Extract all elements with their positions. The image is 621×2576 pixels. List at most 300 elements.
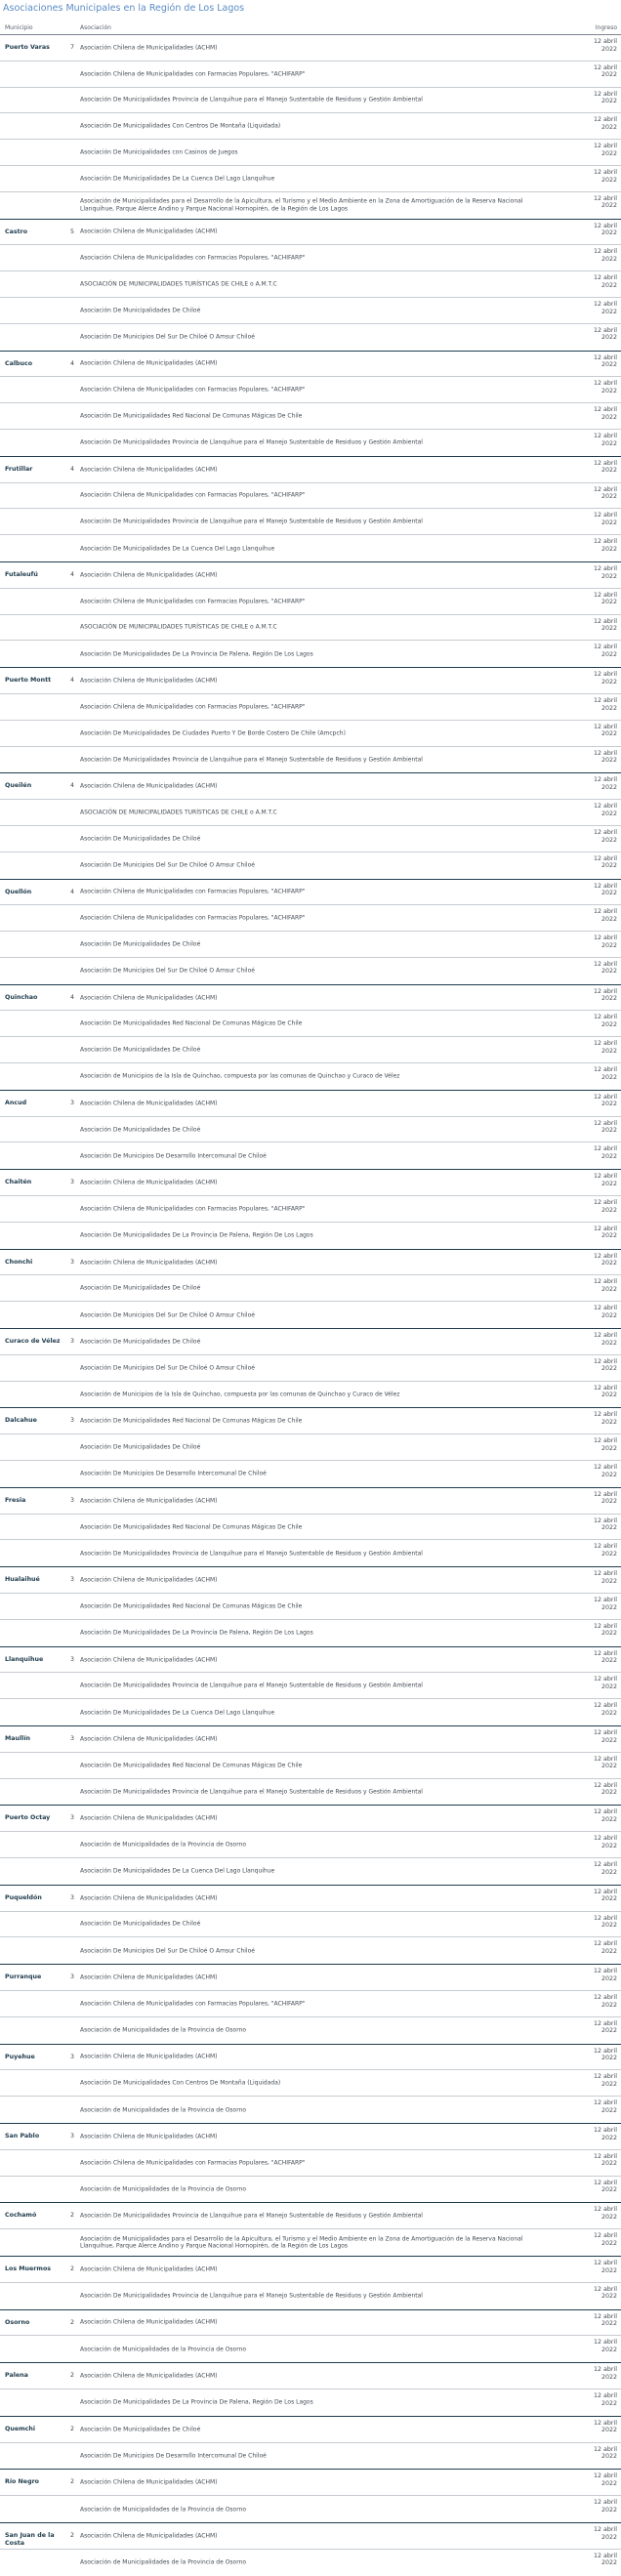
ingreso-date [559,1702,617,1717]
table-row [0,1991,621,2017]
ingreso-year: 2022 [600,890,617,897]
table-row [0,1779,621,1806]
ingreso-year: 2022 [600,2399,617,2407]
association-name: Asociación Chilena de Municipalidades (ACHM) [80,1179,218,1186]
ingreso-year: 2022 [600,361,617,369]
ingreso-year: 2022 [600,810,617,817]
municipio-name: Llanquihue [5,1655,44,1663]
municipio-group [0,351,621,456]
table-row [0,1355,621,1382]
association-name: Asociación De Municipios Del Sur De Chiloé O Amsur Chiloé [80,1947,255,1955]
municipio-name: Fresia [5,1496,26,1504]
association-name: Asociación De Municipalidades Provincia de Llanquihue para el Manejo Sustentable de Residuos y Gestión Ambiental [80,2292,423,2300]
ingreso-date [559,776,617,791]
ingreso-day-month: 12 abril [594,274,617,282]
association-count: 3 [70,1814,75,1822]
association-name: Asociación De Municipalidades Provincia de Llanquihue para el Manejo Sustentable de Residuos y Gestión Ambiental [80,2212,423,2220]
ingreso-date [559,2020,617,2035]
association-name: Asociación Chilena de Municipalidades con Farmacias Populares, "ACHIFARP" [80,888,306,895]
municipio-name: San Pablo [5,2132,40,2140]
ingreso-day-month: 12 abril [594,1808,617,1816]
ingreso-day-month: 12 abril [594,696,617,704]
table-row [0,1223,621,1249]
association-count: 3 [70,2132,75,2140]
ingreso-year: 2022 [600,625,617,633]
table-row [0,1515,621,1541]
ingreso-year: 2022 [600,1709,617,1717]
table-row [0,352,621,378]
ingreso-year: 2022 [600,1153,617,1161]
association-name: Asociación de Municipalidades de la Provincia de Osorno [80,2558,247,2566]
association-count: 3 [70,1179,75,1186]
ingreso-date [559,671,617,686]
ingreso-date [559,1173,617,1187]
municipio-group [0,1964,621,2043]
ingreso-day-month: 12 abril [594,2391,617,2399]
municipio-group [0,2044,621,2123]
association-name: Asociación Chilena de Municipalidades (ACHM) [80,2478,218,2486]
table-row [0,2070,621,2097]
ingreso-day-month: 12 abril [594,854,617,862]
ingreso-date [559,91,617,105]
ingreso-date [559,935,617,949]
table-row [0,958,621,984]
ingreso-date [559,724,617,738]
ingreso-day-month: 12 abril [594,644,617,651]
ingreso-day-month: 12 abril [594,2445,617,2453]
table-row [0,535,621,561]
association-name: Asociación De Municipalidades De Chiloé [80,1338,201,1346]
association-name: ASOCIACIÓN DE MUNICIPALIDADES TURÍSTICAS DE CHILE o A.M.T.C [80,809,277,816]
table-row [0,1037,621,1063]
association-name: Asociación De Municipios Del Sur De Chiloé O Amsur Chiloé [80,333,255,341]
association-count: 3 [70,1258,75,1266]
association-name: Asociación De Municipalidades Provincia de Llanquihue para el Manejo Sustentable de Residuos y Gestión Ambiental [80,1550,423,1558]
ingreso-date [559,1385,617,1399]
ingreso-date [559,1597,617,1611]
table-row [0,1011,621,1037]
association-name: Asociación Chilena de Municipalidades (ACHM) [80,2372,218,2380]
association-name: Asociación De Municipalidades De Chiloé [80,1443,201,1451]
ingreso-date [559,1968,617,1982]
ingreso-date [559,538,617,553]
ingreso-date [559,2339,617,2353]
municipio-group [0,561,621,667]
ingreso-year: 2022 [600,467,617,475]
municipio-group [0,2309,621,2363]
association-name: Asociación De Municipalidades Con Centros De Montaña (Liquidada) [80,122,281,130]
association-name: Asociación Chilena de Municipalidades (ACHM) [80,1576,218,1584]
ingreso-date [559,1650,617,1665]
ingreso-day-month: 12 abril [594,1040,617,1048]
table-row [0,1143,621,1169]
association-name: Asociación De Municipalidades Provincia de Llanquihue para el Manejo Sustentable de Residuos y Gestión Ambiental [80,756,423,764]
table-row [0,2203,621,2229]
ingreso-year: 2022 [600,1101,617,1108]
ingreso-year: 2022 [600,2106,617,2114]
municipio-group [0,2469,621,2522]
municipio-name: Quinchao [5,993,38,1001]
ingreso-year: 2022 [600,968,617,976]
table-row [0,1382,621,1408]
municipio-name: Calbuco [5,359,33,367]
ingreso-day-month: 12 abril [594,1993,617,2001]
ingreso-day-month: 12 abril [594,143,617,150]
association-name: Asociación Chilena de Municipalidades (ACHM) [80,2265,218,2273]
ingreso-date [559,829,617,844]
ingreso-day-month: 12 abril [594,1860,617,1868]
table-row [0,140,621,166]
association-name: Asociación De Municipalidades De Chiloé [80,1284,201,1292]
municipio-name: Chaitén [5,1179,32,1186]
ingreso-year: 2022 [600,1736,617,1744]
ingreso-date [559,1145,617,1160]
ingreso-date [559,1437,617,1452]
table-row [0,1091,621,1117]
table-row [0,166,621,192]
municipio-name: Puerto Montt [5,677,52,685]
association-name: Asociación De Municipios Del Sur De Chiloé O Amsur Chiloé [80,1363,255,1371]
municipio-group [0,2123,621,2202]
table-row [0,1196,621,1223]
association-name: Asociación de Municipalidades de la Provincia de Osorno [80,2505,247,2513]
ingreso-year: 2022 [600,2080,617,2088]
table-row [0,2443,621,2470]
association-name: Asociación Chilena de Municipalidades (ACHM) [80,465,218,473]
ingreso-year: 2022 [600,836,617,844]
municipio-name: Chonchi [5,1258,33,1266]
ingreso-day-month: 12 abril [594,1597,617,1604]
ingreso-date [559,2286,617,2301]
association-name: Asociación De Municipalidades De La Cuenca Del Lago Llanquihue [80,1708,275,1716]
ingreso-year: 2022 [600,862,617,870]
association-name: Asociación De Municipalidades Red Nacional De Comunas Mágicas De Chile [80,1417,303,1425]
ingreso-date [559,1305,617,1319]
association-name: Asociación De Municipalidades Provincia de Llanquihue para el Manejo Sustentable de Residuos y Gestión Ambiental [80,438,423,446]
table-row [0,2124,621,2150]
ingreso-year: 2022 [600,678,617,686]
ingreso-year: 2022 [600,1260,617,1267]
ingreso-date [559,2073,617,2088]
municipio-name: San Juan de la Costa [5,2531,55,2547]
ingreso-day-month: 12 abril [594,1517,617,1524]
ingreso-day-month: 12 abril [594,987,617,995]
table-row [0,271,621,298]
ingreso-date [559,908,617,923]
table-row [0,932,621,958]
table-row [0,113,621,140]
ingreso-year: 2022 [600,1392,617,1399]
association-count: 3 [70,1099,75,1106]
ingreso-day-month: 12 abril [594,1066,617,1074]
ingreso-year: 2022 [600,1868,617,1876]
ingreso-year: 2022 [600,1365,617,1373]
association-name: Asociación Chilena de Municipalidades con Farmacias Populares, "ACHIFARP" [80,2158,306,2166]
ingreso-day-month: 12 abril [594,194,617,202]
association-name: Asociación De Municipalidades De Chiloé [80,940,201,948]
table-row [0,985,621,1012]
ingreso-year: 2022 [600,783,617,791]
table-row [0,721,621,747]
ingreso-day-month: 12 abril [594,2206,617,2214]
municipio-group [0,2256,621,2309]
ingreso-year: 2022 [600,1895,617,1903]
ingreso-year: 2022 [600,1127,617,1135]
association-name: Asociación Chilena de Municipalidades (ACHM) [80,2133,218,2140]
ingreso-day-month: 12 abril [594,2047,617,2055]
table-row [0,1726,621,1753]
ingreso-year: 2022 [600,1021,617,1029]
association-name: Asociación De Municipios De Desarrollo Intercomunal De Chiloé [80,2452,267,2460]
table-row [0,1832,621,1858]
ingreso-day-month: 12 abril [594,1729,617,1736]
ingreso-date [559,2446,617,2461]
association-name: Asociación de Municipalidades para el Desarrollo de la Apicultura, el Turismo y el Medio Ambiente en la Zona de Amortiguación de la Reserva Nacional Llanquihue, Parque Alerce Andino y Parque Nacional Hornopirén, de la Región de Los Lagos [80,2235,523,2250]
ingreso-day-month: 12 abril [594,2525,617,2533]
ingreso-year: 2022 [600,1180,617,1187]
ingreso-year: 2022 [600,98,617,105]
ingreso-year: 2022 [600,2506,617,2514]
association-count: 3 [70,1735,75,1742]
association-name: Asociación de Municipalidades de la Provincia de Osorno [80,2345,247,2352]
ingreso-day-month: 12 abril [594,2232,617,2240]
association-count: 4 [70,993,75,1001]
municipio-group [0,772,621,878]
municipio-name: Osorno [5,2318,30,2326]
ingreso-day-month: 12 abril [594,1755,617,1763]
ingreso-date [559,1623,617,1638]
ingreso-year: 2022 [600,1419,617,1427]
municipio-group [0,1646,621,1725]
table-row [0,1540,621,1566]
ingreso-date [559,2420,617,2434]
ingreso-date [559,883,617,897]
municipio-name: Cochamó [5,2212,37,2220]
ingreso-date [559,486,617,501]
ingreso-day-month: 12 abril [594,1914,617,1922]
association-name: Asociación Chilena de Municipalidades (ACHM) [80,1655,218,1663]
ingreso-day-month: 12 abril [594,326,617,334]
association-name: Asociación De Municipios De Desarrollo Intercomunal De Chiloé [80,1470,267,1477]
ingreso-date [559,565,617,580]
ingreso-day-month: 12 abril [594,300,617,308]
ingreso-year: 2022 [600,281,617,289]
association-name: Asociación De Municipalidades De La Provincia De Palena, Región De Los Lagos [80,2398,313,2406]
ingreso-day-month: 12 abril [594,1968,617,1975]
ingreso-year: 2022 [600,1047,617,1055]
table-row [0,2257,621,2283]
association-name: Asociación De Municipalidades De Chiloé [80,1920,201,1928]
table-row [0,88,621,114]
municipio-group [0,35,621,219]
table-row [0,483,621,510]
association-count: 3 [70,1417,75,1425]
ingreso-year: 2022 [600,2346,617,2353]
ingreso-year: 2022 [600,229,617,237]
ingreso-day-month: 12 abril [594,1384,617,1392]
association-name: Asociación de Municipios de la Isla de Quinchao, compuesta por las comunas de Quinchao y Curaco de Vélez [80,1391,400,1398]
municipio-group [0,456,621,561]
ingreso-day-month: 12 abril [594,1093,617,1101]
association-name: Asociación De Municipalidades De La Cuenca Del Lago Llanquihue [80,175,275,183]
table-row [0,1461,621,1487]
ingreso-date [559,2260,617,2274]
ingreso-date [559,1120,617,1135]
ingreso-date [559,2553,617,2567]
ingreso-year: 2022 [600,2373,617,2381]
table-row [0,430,621,456]
ingreso-date [559,1782,617,1797]
column-header-ingreso[interactable]: Ingreso [595,24,617,31]
association-name: Asociación Chilena de Municipalidades (ACHM) [80,228,218,235]
ingreso-year: 2022 [600,1286,617,1294]
association-name: Asociación Chilena de Municipalidades (ACHM) [80,677,218,685]
association-name: Asociación De Municipalidades Provincia de Llanquihue para el Manejo Sustentable de Residuos y Gestión Ambiental [80,518,423,525]
ingreso-day-month: 12 abril [594,1332,617,1340]
municipio-name: Frutillar [5,465,33,473]
table-row [0,800,621,826]
ingreso-date [559,274,617,289]
association-name: Asociación Chilena de Municipalidades con Farmacias Populares, "ACHIFARP" [80,491,306,499]
association-name: Asociación De Municipios Del Sur De Chiloé O Amsur Chiloé [80,967,255,975]
table-row [0,2363,621,2389]
table-row [0,1434,621,1461]
ingreso-year: 2022 [600,1444,617,1452]
ingreso-day-month: 12 abril [594,406,617,414]
ingreso-year: 2022 [600,2320,617,2328]
ingreso-date [559,406,617,421]
ingreso-day-month: 12 abril [594,1252,617,1260]
association-count: 3 [70,1338,75,1346]
association-name: Asociación De Municipalidades Provincia de Llanquihue para el Manejo Sustentable de Residuos y Gestión Ambiental [80,1788,423,1796]
column-header-asociacion[interactable]: Asociación [80,24,111,31]
ingreso-day-month: 12 abril [594,2019,617,2027]
ingreso-day-month: 12 abril [594,380,617,388]
ingreso-year: 2022 [600,519,617,526]
ingreso-day-month: 12 abril [594,1464,617,1472]
ingreso-year: 2022 [600,704,617,712]
association-count: 2 [70,2264,75,2272]
ingreso-date [559,2180,617,2194]
association-name: Asociación De Municipios De Desarrollo Intercomunal De Chiloé [80,1152,267,1160]
ingreso-date [559,1278,617,1293]
ingreso-date [559,2472,617,2487]
association-name: Asociación de Municipalidades de la Provincia de Osorno [80,2026,247,2034]
table-row [0,220,621,246]
municipio-name: Río Negro [5,2478,40,2486]
association-name: Asociación Chilena de Municipalidades (ACHM) [80,1893,218,1901]
table-row [0,457,621,483]
ingreso-year: 2022 [600,1311,617,1319]
association-count: 4 [70,888,75,895]
ingreso-date [559,592,617,606]
association-name: Asociación De Municipalidades De Chiloé [80,1125,201,1133]
association-count: 2 [70,2372,75,2380]
ingreso-date [559,1889,617,1903]
table-row [0,826,621,852]
ingreso-year: 2022 [600,71,617,79]
association-name: Asociación De Municipalidades con Casinos de Juegos [80,148,238,156]
ingreso-date [559,1014,617,1028]
ingreso-day-month: 12 abril [594,749,617,757]
table-row [0,509,621,535]
municipio-group [0,1328,621,1407]
ingreso-year: 2022 [600,149,617,157]
municipio-group [0,984,621,1090]
association-name: Asociación De Municipalidades De Chiloé [80,307,201,314]
table-row [0,1329,621,1355]
municipio-group [0,1487,621,1566]
ingreso-date [559,697,617,712]
ingreso-day-month: 12 abril [594,485,617,493]
ingreso-day-month: 12 abril [594,2126,617,2134]
municipio-group [0,1249,621,1328]
ingreso-year: 2022 [600,176,617,184]
page-title: Asociaciones Municipales en la Región de Los Lagos [3,3,245,14]
ingreso-year: 2022 [600,1842,617,1849]
table-row [0,324,621,351]
association-name: Asociación De Municipalidades Red Nacional De Comunas Mágicas De Chile [80,1761,303,1768]
association-name: Asociación De Municipalidades De La Cuenca Del Lago Llanquihue [80,544,275,552]
ingreso-day-month: 12 abril [594,90,617,98]
municipio-group [0,219,621,351]
ingreso-date [559,223,617,237]
association-name: Asociación Chilena de Municipalidades (ACHM) [80,2053,218,2060]
ingreso-year: 2022 [600,572,617,580]
table-row [0,62,621,88]
table-row [0,2417,621,2443]
ingreso-year: 2022 [600,1683,617,1690]
ingreso-date [559,2392,617,2407]
ingreso-year: 2022 [600,1603,617,1611]
association-name: Asociación de Municipalidades de la Provincia de Osorno [80,1841,247,1849]
ingreso-day-month: 12 abril [594,1940,617,1948]
association-name: Asociación De Municipalidades De La Provincia De Palena, Región De Los Lagos [80,1231,313,1239]
ingreso-year: 2022 [600,1947,617,1955]
association-count: 2 [70,2531,75,2539]
ingreso-date [559,961,617,976]
ingreso-date [559,327,617,342]
municipio-name: Hualaihué [5,1576,40,1584]
table-row [0,747,621,773]
ingreso-day-month: 12 abril [594,1490,617,1498]
ingreso-date [559,1994,617,2009]
ingreso-year: 2022 [600,915,617,923]
ingreso-date [559,1808,617,1823]
association-name: Asociación de Municipalidades de la Provincia de Osorno [80,2105,247,2113]
municipio-group [0,667,621,772]
ingreso-day-month: 12 abril [594,2073,617,2081]
ingreso-day-month: 12 abril [594,564,617,572]
column-header-municipio[interactable]: Municipio [5,24,33,31]
ingreso-day-month: 12 abril [594,1543,617,1551]
ingreso-year: 2022 [600,413,617,421]
municipio-name: Dalcahue [5,1417,37,1425]
ingreso-year: 2022 [600,2266,617,2274]
municipio-group [0,2416,621,2470]
table-row [0,1699,621,1725]
table-row [0,1912,621,1938]
ingreso-date [559,2499,617,2514]
ingreso-day-month: 12 abril [594,2472,617,2480]
ingreso-year: 2022 [600,730,617,738]
ingreso-year: 2022 [600,2001,617,2009]
ingreso-date [559,644,617,658]
association-name: Asociación de Municipalidades para el Desarrollo de la Apicultura, el Turismo y el Medio Ambiente en la Zona de Amortiguación de la Reserva Nacional Llanquihue, Parque Alerce Andino y Parque Nacional Hornopirén, de la Región de Los Lagos [80,197,523,213]
ingreso-day-month: 12 abril [594,1570,617,1578]
association-name: Asociación De Municipalidades De Chiloé [80,2425,201,2432]
ingreso-date [559,2366,617,2381]
